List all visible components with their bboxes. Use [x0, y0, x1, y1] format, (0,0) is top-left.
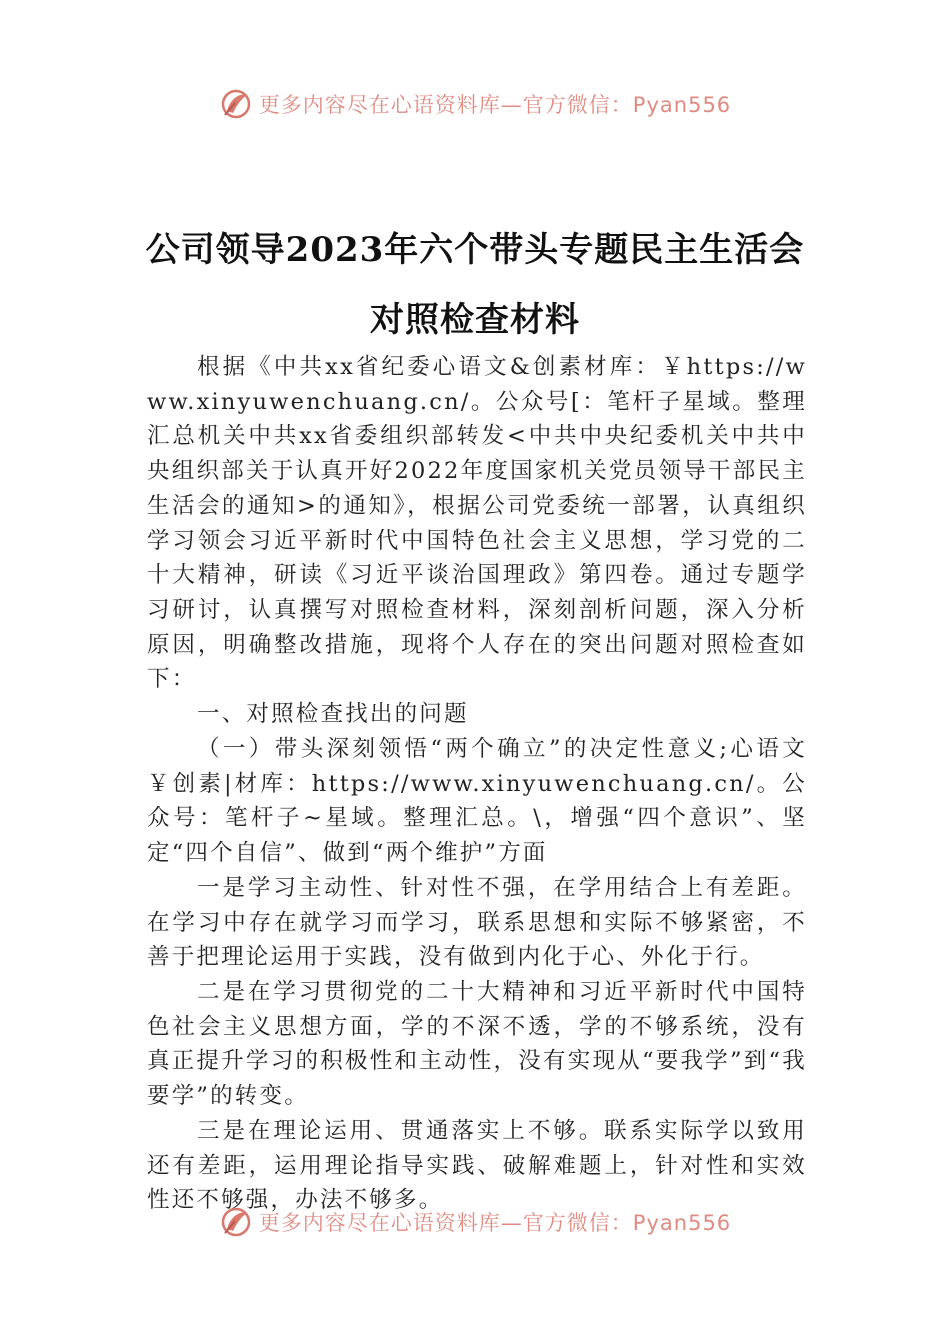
- section-heading: 一、对照检查找出的问题: [197, 701, 469, 727]
- document-title-line-1: 公司领导2023年六个带头专题民主生活会: [145, 230, 805, 270]
- watermark-text: 更多内容尽在心语资料库—官方微信：Pyan556: [258, 93, 732, 117]
- paragraph-item-3: 三是在理论运用、贯通落实上不够。联系实际学以致用还有差距，运用理论指导实践、破解难题上，针对性和实效性还不够强，办法不够多。: [147, 1118, 807, 1214]
- paragraph-item-1: 一是学习主动性、针对性不强，在学用结合上有差距。在学习中存在就学习而学习，联系思想和实际不够紧密，不善于把理论运用于实践，没有做到内化于心、外化于行。: [147, 875, 807, 971]
- paragraph-intro: 根据《中共xx省纪委心语文&创素材库：￥https://www.xinyuwenchuang.cn/。公众号[：笔杆子星域。整理汇总机关中共xx省委组织部转发<中共中央纪委机关中共中央组织部关于认真开好2022年度国家机关党员领导干部民主生活会的通知>的通知》，根据公司党委统一部署，认真组织学习领会习近平新时代中国特色社会主义思想，学习党的二十大精神，研读《习近平谈治国理政》第四卷。通过专题学习研讨，认真撰写对照检查材料，深刻剖析问题，深入分析原因，明确整改措施，现将个人存在的突出问题对照检查如下：: [147, 354, 807, 693]
- paragraph-item-2: 二是在学习贯彻党的二十大精神和习近平新时代中国特色社会主义思想方面，学的不深不透，学的不够系统，没有真正提升学习的积极性和主动性，没有实现从“要我学”到“我要学”的转变。: [147, 979, 807, 1110]
- document-title-line-2: 对照检查材料: [370, 300, 580, 340]
- watermark-footer: [0, 1200, 950, 1244]
- subsection-heading: （一）带头深刻领悟“两个确立”的决定性意义;心语文￥创素|材库：https://www.xinyuwenchuang.cn/。公众号：笔杆子~星域。整理汇总。\，增强“四个意识”、坚定“四个自信”、做到“两个维护”方面: [147, 736, 807, 867]
- watermark-text: 更多内容尽在心语资料库—官方微信：Pyan556: [258, 1211, 732, 1235]
- watermark-logo-icon: [219, 1205, 253, 1239]
- watermark-logo-icon: [219, 87, 253, 121]
- watermark-header: [0, 82, 950, 126]
